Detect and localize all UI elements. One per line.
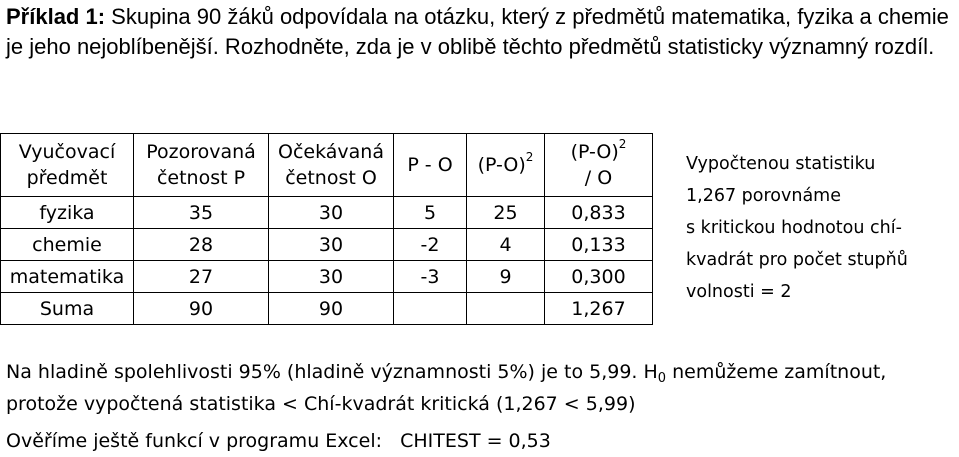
header-expected: Očekávaná četnost O [269, 134, 394, 197]
cell-difference: 5 [394, 197, 467, 229]
side-note-line: volnosti = 2 [686, 282, 792, 302]
header-observed: Pozorovaná četnost P [134, 134, 269, 197]
cell-chi-term: 0,833 [545, 197, 653, 229]
header-difference: P - O [394, 134, 467, 197]
header-chi-term: $(P-O)^2$ / O [545, 134, 653, 197]
cell-squared: 25 [467, 197, 545, 229]
cell-chi-term: 0,300 [545, 261, 653, 293]
sum-observed: 90 [134, 293, 269, 325]
cell-squared: 4 [467, 229, 545, 261]
cell-expected: 30 [269, 261, 394, 293]
problem-statement [6, 2, 956, 62]
problem-label: Příklad 1: [6, 4, 106, 29]
side-note-line: 1,267 porovnáme [686, 186, 841, 206]
side-note-line: s kritickou hodnotou chí- [686, 218, 902, 238]
cell-chi-term: 0,133 [545, 229, 653, 261]
cell-expected: 30 [269, 229, 394, 261]
cell-difference: -2 [394, 229, 467, 261]
cell-observed: 35 [134, 197, 269, 229]
cell-subject: matematika [1, 261, 134, 293]
table-header-row [1, 134, 653, 197]
table-row [1, 197, 653, 229]
cell-subject: chemie [1, 229, 134, 261]
table-row [1, 229, 653, 261]
sum-difference [394, 293, 467, 325]
sum-label: Suma [1, 293, 134, 325]
header-squared: $(P-O)^2$ [467, 134, 545, 197]
sum-expected: 90 [269, 293, 394, 325]
cell-expected: 30 [269, 197, 394, 229]
cell-difference: -3 [394, 261, 467, 293]
sum-chi-total: 1,267 [545, 293, 653, 325]
table-sum-row [1, 293, 653, 325]
side-note [686, 148, 956, 308]
cell-subject: fyzika [1, 197, 134, 229]
side-note-line: kvadrát pro počet stupňů [686, 250, 908, 270]
side-note-line: Vypočtenou statistiku [686, 154, 876, 174]
conclusion-text: Na hladině spolehlivosti 95% (hladině významnosti 5%) je to 5,99. $H_0$ nemůžeme zamítnout, protože vypočtená statistika < Chí-kvadrát kritická (1,267 < 5,99) [6, 361, 887, 415]
cell-squared: 9 [467, 261, 545, 293]
header-subject: Vyučovací předmět [1, 134, 134, 197]
cell-observed: 27 [134, 261, 269, 293]
chi-square-table [0, 133, 653, 325]
cell-observed: 28 [134, 229, 269, 261]
excel-note: Ověříme ještě funkcí v programu Excel: CHITEST = 0,53 [6, 430, 551, 452]
problem-text: Skupina 90 žáků odpovídala na otázku, který z předmětů matematika, fyzika a chemie je jeho nejoblíbenější. Rozhodněte, zda je v oblibě těchto předmětů statisticky významný rozdíl. [6, 4, 949, 59]
table-row [1, 261, 653, 293]
sum-squared [467, 293, 545, 325]
